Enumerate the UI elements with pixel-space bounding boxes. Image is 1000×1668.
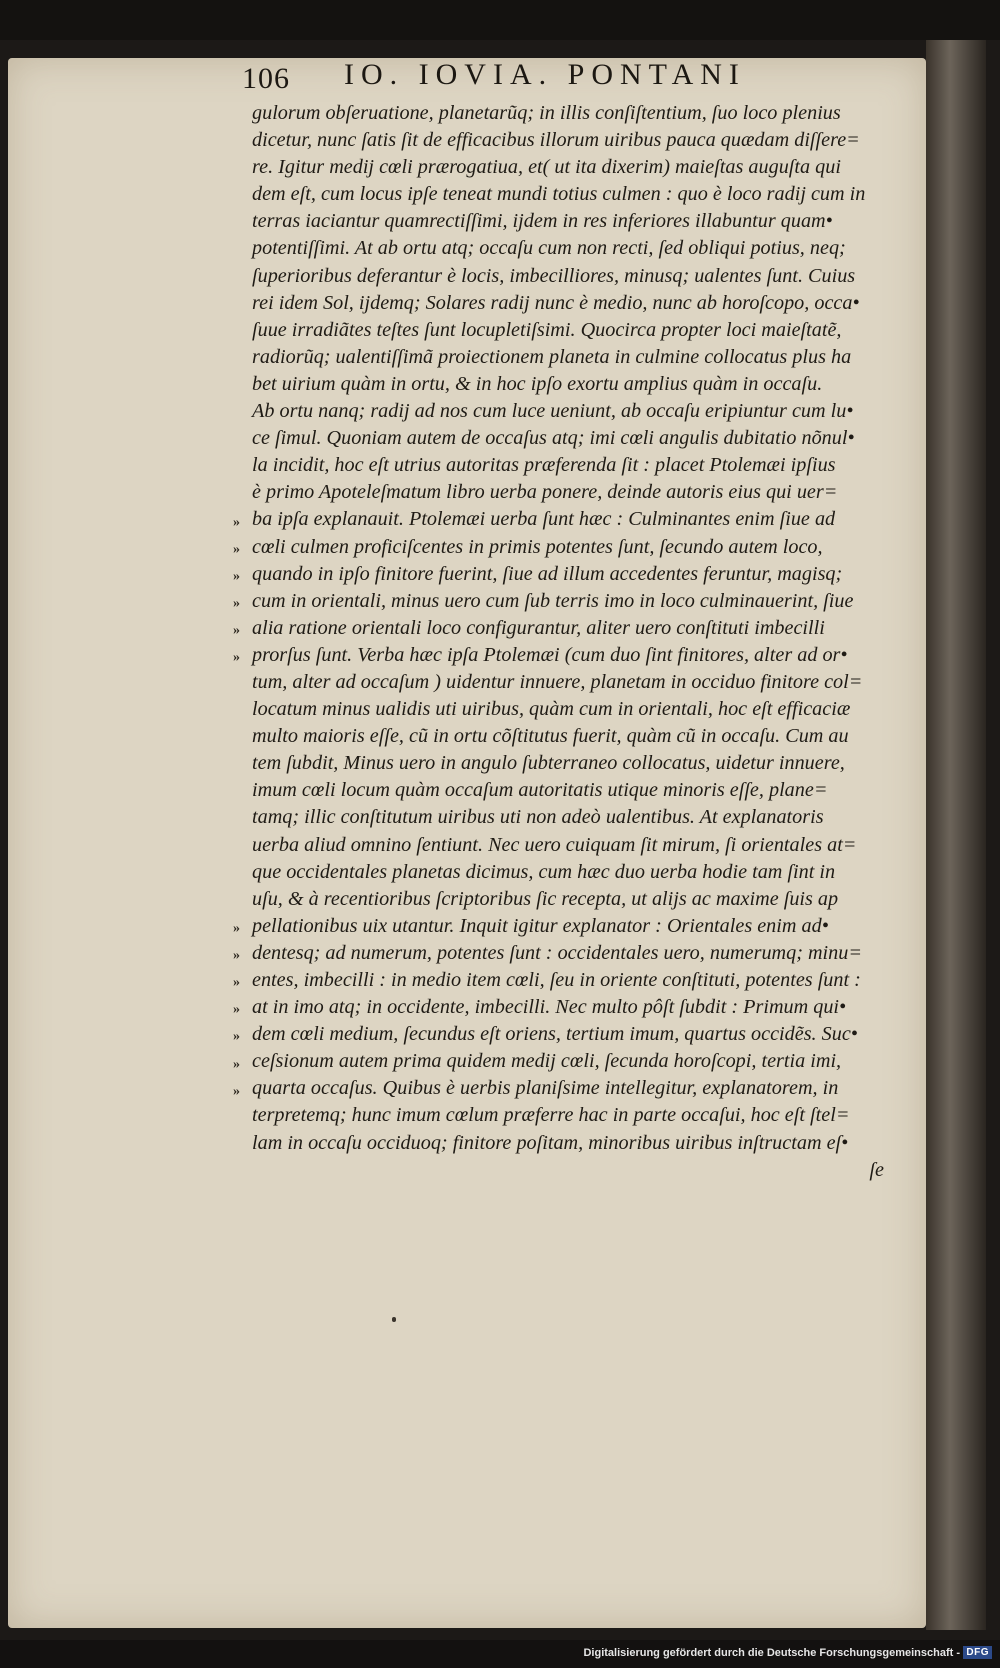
ink-dot <box>392 1317 396 1322</box>
quote-mark: » <box>233 921 240 936</box>
body-text <box>252 100 884 1184</box>
text-line: potentiſſimi. At ab ortu atq; occaſu cum non recti, ſed obliqui potius, neq; <box>252 237 846 260</box>
text-line: gulorum obſeruatione, planetarũq; in illis conſiſtentium, ſuo loco plenius <box>252 102 841 124</box>
text-line: dentesq; ad numerum, potentes ſunt : occidentales uero, numerumq; minu= <box>252 941 862 964</box>
text-line: re. Igitur medij cœli prærogatiua, et( ut ita dixerim) maieſtas auguſta qui <box>252 156 841 179</box>
text-line: rei idem Sol, ijdemq; Solares radij nunc è medio, nunc ab horoſcopo, occa• <box>252 291 860 314</box>
text-line: radiorũq; ualentiſſimã proiectionem planeta in culmine collocatus plus ha <box>252 345 852 368</box>
text-line: la incidit, hoc eſt utrius autoritas præferenda ſit : placet Ptolemæi ipſius <box>252 454 836 477</box>
quote-mark: » <box>233 975 240 991</box>
text-line: quarta occaſus. Quibus è uerbis planiſsime intellegitur, explanatorem, in <box>252 1077 839 1100</box>
text-line: tamq; illic conſtitutum uiribus uti non adeò ualentibus. At explanatoris <box>252 806 824 829</box>
text-line: ſuperioribus deferantur è locis, imbecilliores, minusq; ualentes ſunt. Cuius <box>252 264 856 287</box>
page-number: 106 <box>242 62 290 95</box>
text-line: ba ipſa explanauit. Ptolemæi uerba ſunt hæc : Culminantes enim ſiue ad <box>252 508 836 531</box>
text-line: cum in orientali, minus uero cum ſub terris imo in loco culminauerint, ſiue <box>252 589 854 612</box>
text-line: lam in occaſu occiduoq; finitore poſitam, minoribus uiribus inſtructam eſ• <box>252 1131 849 1154</box>
text-line: uerba aliud omnino ſentiunt. Nec uero cuiquam ſit mirum, ſi orientales at= <box>252 833 857 856</box>
quote-mark: » <box>233 1002 240 1018</box>
text-line: quando in ipſo finitore fuerint, ſiue ad illum accedentes feruntur, magisq; <box>252 562 843 585</box>
quote-mark: » <box>233 568 240 584</box>
text-line: multo maioris eſſe, cũ in ortu cõſtitutus fuerit, quàm cũ in occaſu. Cum au <box>252 725 849 748</box>
text-line: tum, alter ad occaſum ) uidentur innuere, planetam in occiduo finitore col= <box>252 670 863 693</box>
quote-mark: » <box>233 595 240 611</box>
text-line: entes, imbecilli : in medio item cœli, ſeu in oriente conſtituti, potentes ſunt : <box>252 969 861 991</box>
text-line: uſu, & à recentioribus ſcriptoribus ſic recepta, ut alijs ac maxime ſuis ap <box>252 887 839 910</box>
text-line: que occidentales planetas dicimus, cum hæc duo uerba hodie tam ſint in <box>252 860 836 883</box>
text-line: ſuue irradiãtes teſtes ſunt locupletiſsimi. Quocirca propter loci maieſtatẽ, <box>252 318 842 341</box>
text-line: terras iaciantur quamrectiſſimi, ijdem in res inferiores illabuntur quam• <box>252 210 833 233</box>
top-dark-strip <box>0 0 1000 40</box>
digitization-credit: Digitalisierung gefördert durch die Deutsche Forschungsgemeinschaft - <box>583 1647 960 1659</box>
text-line: alia ratione orientali loco configurantur, aliter uero conſtituti imbecilli <box>252 616 825 639</box>
text-line: locatum minus ualidis uti uiribus, quàm cum in orientali, hoc eſt efficaciæ <box>252 698 851 721</box>
text-line: Ab ortu nanq; radij ad nos cum luce ueniunt, ab occaſu eripiuntur cum lu• <box>252 400 854 423</box>
dfg-logo: DFG <box>963 1646 992 1659</box>
running-head: IO. IOVIA. PONTANI <box>344 58 746 91</box>
text-line: imum cœli locum quàm occaſum autoritatis utique minoris eſſe, plane= <box>252 779 828 802</box>
quote-mark: » <box>233 1083 240 1099</box>
text-line: tem ſubdit, Minus uero in angulo ſubterraneo collocatus, uidetur innuere, <box>252 752 845 775</box>
quote-mark: » <box>233 541 240 557</box>
text-line: at in imo atq; in occidente, imbecilli. Nec multo pôſt ſubdit : Primum qui• <box>252 996 847 1019</box>
text-line: pellationibus uix utantur. Inquit igitur explanator : Orientales enim ad• <box>252 914 829 937</box>
quote-mark: » <box>233 514 240 530</box>
quote-mark: » <box>233 948 240 964</box>
text-line: prorſus ſunt. Verba hæc ipſa Ptolemæi (cum duo ſint finitores, alter ad or• <box>252 643 848 666</box>
text-line: terpretemq; hunc imum cœlum præferre hac in parte occaſui, hoc eſt ſtel= <box>252 1104 850 1127</box>
book-fore-edge <box>926 40 986 1630</box>
text-line: è primo Apoteleſmatum libro uerba ponere, deinde autoris eius qui uer= <box>252 481 838 504</box>
text-line: dicetur, nunc ſatis ſit de efficacibus illorum uiribus pauca quædam diſſere= <box>252 129 860 152</box>
text-line: bet uirium quàm in ortu, & in hoc ipſo exortu amplius quàm in occaſu. <box>252 372 823 395</box>
text-line: ceſsionum autem prima quidem medij cœli, ſecunda horoſcopi, tertia imi, <box>252 1050 842 1073</box>
text-line: cœli culmen proficiſcentes in primis potentes ſunt, ſecundo autem loco, <box>252 535 823 558</box>
catchword: ſe <box>869 1158 884 1181</box>
text-line: dem eſt, cum locus ipſe teneat mundi totius culmen : quo è loco radij cum in <box>252 183 866 206</box>
quote-mark: » <box>233 1056 240 1072</box>
text-line: ce ſimul. Quoniam autem de occaſus atq; imi cœli angulis dubitatio nõnul• <box>252 427 855 450</box>
text-line: dem cœli medium, ſecundus eſt oriens, tertium imum, quartus occidẽs. Suc• <box>252 1023 858 1046</box>
quote-mark: » <box>233 622 240 638</box>
quote-mark: » <box>233 650 240 665</box>
quote-mark: » <box>233 1029 240 1045</box>
